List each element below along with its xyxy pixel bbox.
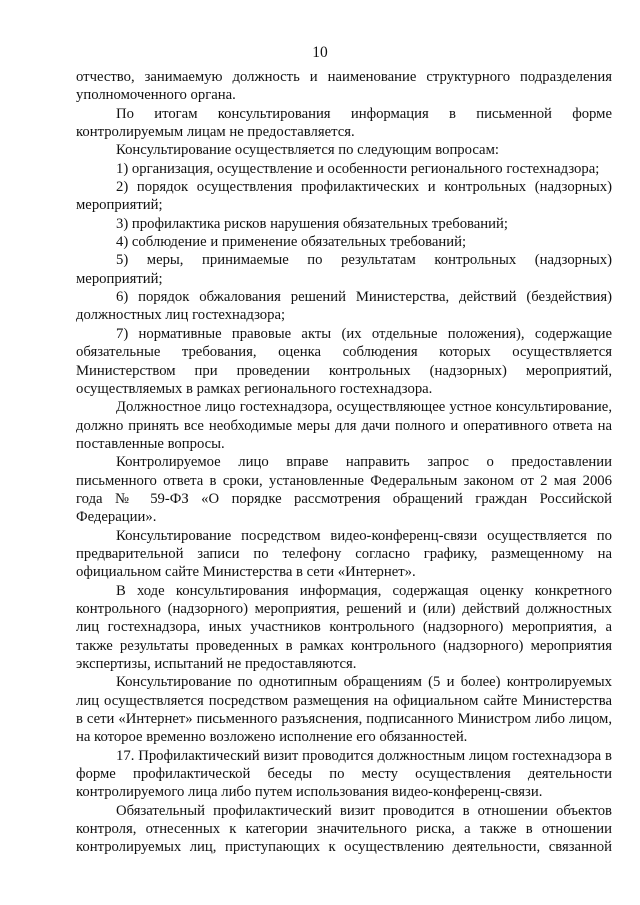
paragraph: отчество, занимаемую должность и наименование структурного подразделения уполномоченного органа. <box>76 69 612 104</box>
document-body <box>76 68 612 857</box>
paragraph: 7) нормативные правовые акты (их отдельные положения), содержащие обязательные требования, оценка соблюдения которых осуществляется Министерством при проведении контрольных (надзорных) мероприятий, осуществляемых в рамках регионального гостехнадзора. <box>76 325 612 397</box>
paragraph: Консультирование по однотипным обращениям (5 и более) контролируемых лиц осуществляется посредством размещения на официальном сайте Министерства в сети «Интернет» письменного разъяснения, подписанного Министром либо лицом, на которое временно возложено исполнение его обязанностей. <box>76 674 612 746</box>
paragraph: Контролируемое лицо вправе направить запрос о предоставлении письменного ответа в сроки, установленные Федеральным законом от 2 мая 2006 года № 59-ФЗ «О порядке рассмотрения обращений граждан Российской Федерации». <box>76 454 612 526</box>
paragraph: 1) организация, осуществление и особенности регионального гостехнадзора; <box>116 160 600 177</box>
paragraph: 3) профилактика рисков нарушения обязательных требований; <box>116 215 508 232</box>
paragraph: В ходе консультирования информация, содержащая оценку конкретного контрольного (надзорного) мероприятия, решений и (или) действий должностных лиц гостехнадзора, иных участников контрольного (надзорного) мероприятия, а также результаты проведенных в рамках контрольного (надзорного) мероприятия экспертизы, испытаний не предоставляются. <box>76 582 612 672</box>
paragraph: Обязательный профилактический визит проводится в отношении объектов контроля, отнесенных к категории значительного риска, а также в отношении контролируемых лиц, приступающих к осуществлению деятельности, связанной <box>76 802 612 856</box>
page-number: 10 <box>312 44 328 61</box>
paragraph: Консультирование осуществляется по следующим вопросам: <box>116 142 499 159</box>
paragraph: 4) соблюдение и применение обязательных требований; <box>116 234 467 251</box>
paragraph: 2) порядок осуществления профилактических и контрольных (надзорных) мероприятий; <box>76 179 612 214</box>
paragraph: 6) порядок обжалования решений Министерства, действий (бездействия) должностных лиц гостехнадзора; <box>76 289 612 324</box>
paragraph: 5) меры, принимаемые по результатам контрольных (надзорных) мероприятий; <box>76 252 612 287</box>
paragraph: Консультирование посредством видео-конференц-связи осуществляется по предварительной записи по телефону согласно графику, размещенному на официальном сайте Министерства в сети «Интернет». <box>76 527 612 581</box>
paragraph: Должностное лицо гостехнадзора, осуществляющее устное консультирование, должно принять все необходимые меры для дачи полного и оперативного ответа на поставленные вопросы. <box>76 399 612 452</box>
paragraph: По итогам консультирования информация в письменной форме контролируемым лицам не предоставляется. <box>76 105 612 141</box>
paragraph: 17. Профилактический визит проводится должностным лицом гостехнадзора в форме профилактической беседы по месту осуществления деятельности контролируемого лица либо путем использования видео-конференц-связи. <box>76 747 612 801</box>
